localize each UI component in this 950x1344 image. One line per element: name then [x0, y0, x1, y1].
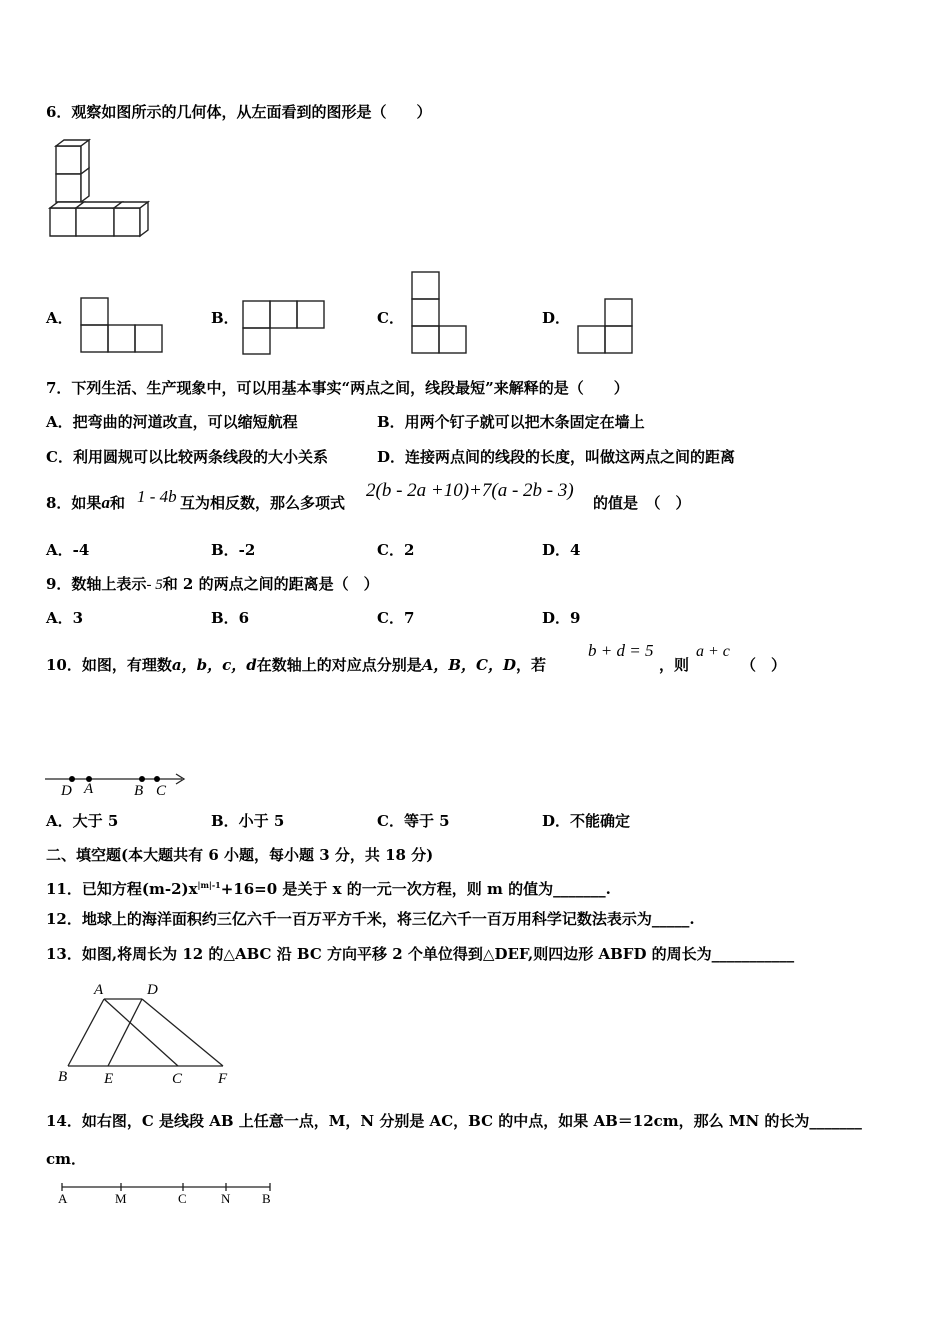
q6-option-b-label: B． — [211, 309, 239, 327]
q7-option-d: D．连接两点间的线段的长度，叫做这两点之间的距离 — [377, 448, 736, 466]
q10-label-c: C — [156, 783, 167, 799]
q9-option-d: D．9 — [542, 609, 581, 627]
q6-solid-figure — [44, 138, 154, 242]
q9-option-c: C．7 — [377, 609, 415, 627]
q6-option-c-label: C． — [377, 309, 404, 327]
q10-point-d — [69, 776, 75, 782]
q8-mid: 互为相反数，那么多项式 — [180, 494, 346, 512]
q7-option-c: C．利用圆规可以比较两条线段的大小关系 — [46, 448, 328, 466]
q10-pre: 10．如图，有理数 — [46, 656, 172, 674]
q8-var-a: a — [101, 493, 110, 512]
q8-tail: 的值是 （ ） — [593, 494, 691, 512]
q6-option-d-figure — [577, 298, 635, 356]
q10-paren: （ ） — [741, 656, 787, 674]
q10-option-c: C．等于 5 — [377, 812, 450, 830]
q10-condition: b + d = 5 — [588, 641, 654, 660]
q9-post: 和 2 的两点之间的距离是（ ） — [162, 575, 379, 593]
q10-option-d: D．不能确定 — [542, 812, 631, 830]
q8-option-b: B．-2 — [211, 541, 256, 559]
q10-mid: 在数轴上的对应点分别是 — [256, 656, 422, 674]
q8-option-d: D．4 — [542, 541, 581, 559]
q13-label-d: D — [147, 982, 158, 998]
q6-option-c-figure — [411, 271, 471, 355]
q6-option-a-label: A． — [46, 309, 73, 327]
q13-label-f: F — [218, 1071, 228, 1087]
q7-option-b: B．用两个钉子就可以把木条固定在墙上 — [377, 413, 645, 431]
q14-label-n: N — [221, 1191, 231, 1206]
q13-label-a: A — [94, 982, 104, 998]
q10-label-a: A — [84, 781, 94, 797]
q10-label-d: D — [61, 783, 72, 799]
q10-option-a: A．大于 5 — [46, 812, 119, 830]
q11-post: +16=0 是关于 x 的一元一次方程，则 m 的值为_______. — [220, 880, 611, 898]
q14-text-line2: cm． — [46, 1150, 87, 1168]
q9-option-a: A．3 — [46, 609, 84, 627]
q10-point-b — [139, 776, 145, 782]
q7-stem: 7．下列生活、生产现象中，可以用基本事实“两点之间，线段最短”来解释的是（ ） — [46, 379, 629, 397]
section-2-title: 二、填空题(本大题共有 6 小题，每小题 3 分，共 18 分) — [46, 846, 434, 864]
q9-value: - 5 — [146, 577, 163, 593]
q13-text: 13．如图,将周长为 12 的△ABC 沿 BC 方向平移 2 个单位得到△DEF,则四边形 ABFD 的周长为___________ — [46, 945, 795, 963]
q13-label-c: C — [172, 1071, 183, 1087]
q14-label-c: C — [178, 1191, 187, 1206]
q6-option-d-label: D． — [542, 309, 571, 327]
q14-label-a: A — [58, 1191, 68, 1206]
q10-point-c — [154, 776, 160, 782]
q14-text-line1: 14．如右图，C 是线段 AB 上任意一点，M，N 分别是 AC，BC 的中点，如果 AB＝12cm，那么 MN 的长为_______ — [46, 1112, 862, 1130]
q8-expr1: 1 - 4b — [137, 487, 177, 506]
q14-label-b: B — [262, 1191, 271, 1206]
q6-option-a-figure — [80, 297, 166, 355]
q6-stem: 6．观察如图所示的几何体，从左面看到的图形是（ ） — [46, 103, 432, 121]
q13-label-b: B — [58, 1069, 68, 1085]
q12-text: 12．地球上的海洋面积约三亿六千一百万平方千米，将三亿六千一百万用科学记数法表示为_____. — [46, 910, 695, 928]
q11-pre: 11．已知方程(m-2)x — [46, 880, 198, 898]
q8-polynomial: 2(b - 2a +10)+7(a - 2b - 3) — [366, 480, 574, 501]
q14-segment-figure — [56, 1180, 276, 1194]
q8-and: 和 — [109, 494, 125, 512]
q7-option-a: A．把弯曲的河道改直，可以缩短航程 — [46, 413, 298, 431]
q10-if: ，若 — [516, 656, 547, 674]
q10-stem — [46, 656, 546, 674]
q8-option-c: C．2 — [377, 541, 415, 559]
q9-option-b: B．6 — [211, 609, 250, 627]
q10-option-b: B．小于 5 — [211, 812, 285, 830]
q10-vars: a，b，c，d — [171, 656, 257, 674]
q11-exponent: |m|-1 — [197, 880, 221, 890]
q10-expression: a + c — [696, 643, 730, 660]
q9-stem — [46, 575, 379, 594]
q9-pre: 9．数轴上表示 — [46, 575, 147, 593]
q10-label-b: B — [134, 783, 144, 799]
q8-option-a: A．-4 — [46, 541, 90, 559]
q8-stem-start — [46, 494, 125, 512]
q13-label-e: E — [104, 1071, 114, 1087]
q10-then: ，则 — [659, 656, 690, 674]
q6-option-b-figure — [242, 300, 326, 356]
q11-text — [46, 876, 611, 898]
q14-label-m: M — [115, 1191, 127, 1206]
q8-num: 8．如果 — [46, 494, 102, 512]
q10-points: A，B，C，D — [421, 656, 516, 674]
